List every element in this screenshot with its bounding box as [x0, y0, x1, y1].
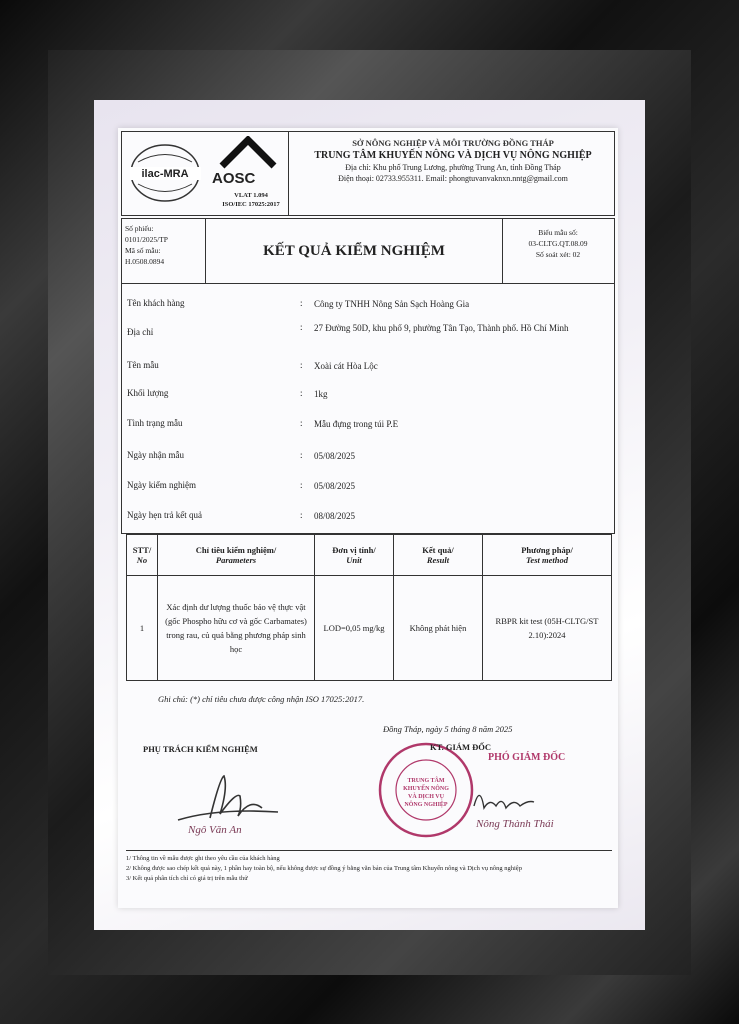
info-value: 1kg: [314, 389, 328, 399]
center-name: TRUNG TÂM KHUYẾN NÔNG VÀ DỊCH VỤ NÔNG NGHIỆP: [314, 150, 592, 161]
results-table: [126, 534, 612, 681]
table-header-row: [127, 535, 612, 576]
department-name: SỞ NÔNG NGHIỆP VÀ MÔI TRƯỜNG ĐỒNG THÁP: [352, 138, 554, 148]
info-value: Mẫu đựng trong túi P.E: [314, 419, 399, 429]
info-label: Địa chỉ: [127, 327, 154, 337]
info-label: Ngày kiểm nghiệm: [127, 480, 196, 490]
info-colon: :: [300, 480, 303, 490]
info-colon: :: [300, 298, 303, 308]
signature-left-icon: [158, 768, 288, 828]
left-signatory-name: Ngô Văn An: [188, 824, 242, 836]
organization-info: [290, 138, 616, 183]
info-colon: :: [300, 450, 303, 460]
svg-text:VÀ DỊCH VỤ: VÀ DỊCH VỤ: [408, 794, 444, 800]
ma-mau-label: Mã số mẫu:: [125, 246, 161, 255]
footer-notes: [126, 850, 612, 884]
bieu-mau-value: 03-CLTG.QT.08.09: [528, 239, 588, 248]
date-place: Đồng Tháp, ngày 5 tháng 8 năm 2025: [383, 724, 513, 734]
col-header-parameters: Chỉ tiêu kiểm nghiệm/ Parameters: [158, 535, 315, 576]
so-phieu-label: Số phiếu:: [125, 224, 154, 233]
info-label: Tên mẫu: [127, 360, 159, 370]
info-label: Tên khách hàng: [127, 298, 185, 308]
footer-note: 1/ Thông tin về mẫu được ghi theo yêu cầu của khách hàng: [126, 855, 280, 862]
info-label: Ngày hẹn trả kết quả: [127, 510, 202, 520]
info-colon: :: [300, 418, 303, 428]
table-row: [127, 576, 612, 681]
aosc-text: AOSC: [212, 170, 256, 187]
info-value: Công ty TNHH Nông Sản Sạch Hoàng Gia: [314, 299, 470, 309]
note: Ghi chú: (*) chỉ tiêu chưa được công nhận ISO 17025:2017.: [158, 694, 365, 704]
vlat-code: VLAT 1.094: [234, 192, 268, 199]
ma-mau-value: H.0508.0894: [125, 257, 165, 266]
so-soat-xet: Số soát xét: 02: [535, 250, 581, 259]
svg-text:NÔNG NGHIỆP: NÔNG NGHIỆP: [404, 802, 448, 808]
right-signatory-name: Nông Thành Thái: [476, 818, 554, 830]
so-phieu-value: 0101/2025/TP: [125, 235, 168, 244]
center-address: Địa chỉ: Khu phố Trung Lương, phường Trung An, tỉnh Đồng Tháp: [345, 163, 561, 172]
center-contact: Điện thoại: 02733.955311. Email: phongtuvanvaknxn.nntg@gmail.com: [338, 174, 568, 183]
right-signatory-title2: PHÓ GIÁM ĐỐC: [488, 752, 566, 763]
cell-method: RBPR kit test (05H-CLTG/ST 2.10):2024: [483, 576, 612, 681]
reference-box: [122, 219, 206, 283]
info-colon: :: [300, 360, 303, 370]
right-signatory-title1: KT. GIÁM ĐỐC: [430, 742, 491, 752]
col-header-method: Phương pháp/ Test method: [483, 535, 612, 576]
cell-unit: LOD=0,05 mg/kg: [315, 576, 394, 681]
form-code-box: [502, 219, 614, 283]
info-label: Tình trạng mẫu: [127, 418, 183, 428]
document-title: KẾT QUẢ KIỂM NGHIỆM: [206, 219, 503, 283]
svg-text:TRUNG TÂM: TRUNG TÂM: [407, 778, 445, 784]
aosc-logo: [208, 136, 288, 214]
aosc-mark-icon: [218, 136, 278, 170]
document-header: [121, 131, 615, 216]
iso-code: ISO/IEC 17025:2017: [222, 201, 280, 208]
info-value: Xoài cát Hòa Lộc: [314, 361, 378, 371]
cell-stt: 1: [127, 576, 158, 681]
ilac-mra-logo: [128, 142, 203, 204]
footer-note: 3/ Kết quả phân tích chỉ có giá trị trên mẫu thử: [126, 875, 248, 882]
info-value: 05/08/2025: [314, 451, 356, 461]
cell-result: Không phát hiện: [394, 576, 483, 681]
info-value: 27 Đường 50D, khu phố 9, phường Tân Tạo, Thành phố. Hồ Chí Minh: [314, 323, 569, 333]
info-value: 05/08/2025: [314, 481, 356, 491]
col-header-unit: Đơn vị tính/ Unit: [315, 535, 394, 576]
official-stamp-icon: [376, 740, 476, 840]
info-colon: :: [300, 510, 303, 520]
cell-parameter: Xác định dư lượng thuốc bảo vệ thực vật (gốc Phospho hữu cơ và gốc Carbamates) trong rau, củ quả bằng phương pháp sinh học: [158, 576, 315, 681]
footer-note: 2/ Không được sao chép kết quả này, 1 phần hay toàn bộ, nếu không được sự đồng ý bằng văn bản của Trung tâm Khuyến nông và Dịch vụ nông nghiệp: [126, 865, 522, 872]
ilac-mra-text: ilac-MRA: [141, 168, 189, 180]
info-value: 08/08/2025: [314, 511, 356, 521]
info-label: Ngày nhận mẫu: [127, 450, 184, 460]
signature-right-icon: [470, 778, 540, 818]
info-colon: :: [300, 388, 303, 398]
col-header-stt: STT/ No: [127, 535, 158, 576]
col-header-result: Kết quả/ Result: [394, 535, 483, 576]
svg-text:KHUYẾN NÔNG: KHUYẾN NÔNG: [403, 786, 449, 792]
left-signatory-title: PHỤ TRÁCH KIỂM NGHIỆM: [143, 744, 258, 754]
logo-box: [122, 132, 289, 215]
info-colon: :: [300, 322, 303, 332]
sample-info: [121, 284, 615, 534]
info-label: Khối lượng: [127, 388, 169, 398]
certificate-document: [118, 128, 618, 908]
title-row: [121, 218, 615, 284]
bieu-mau-label: Biểu mẫu số:: [538, 228, 578, 237]
